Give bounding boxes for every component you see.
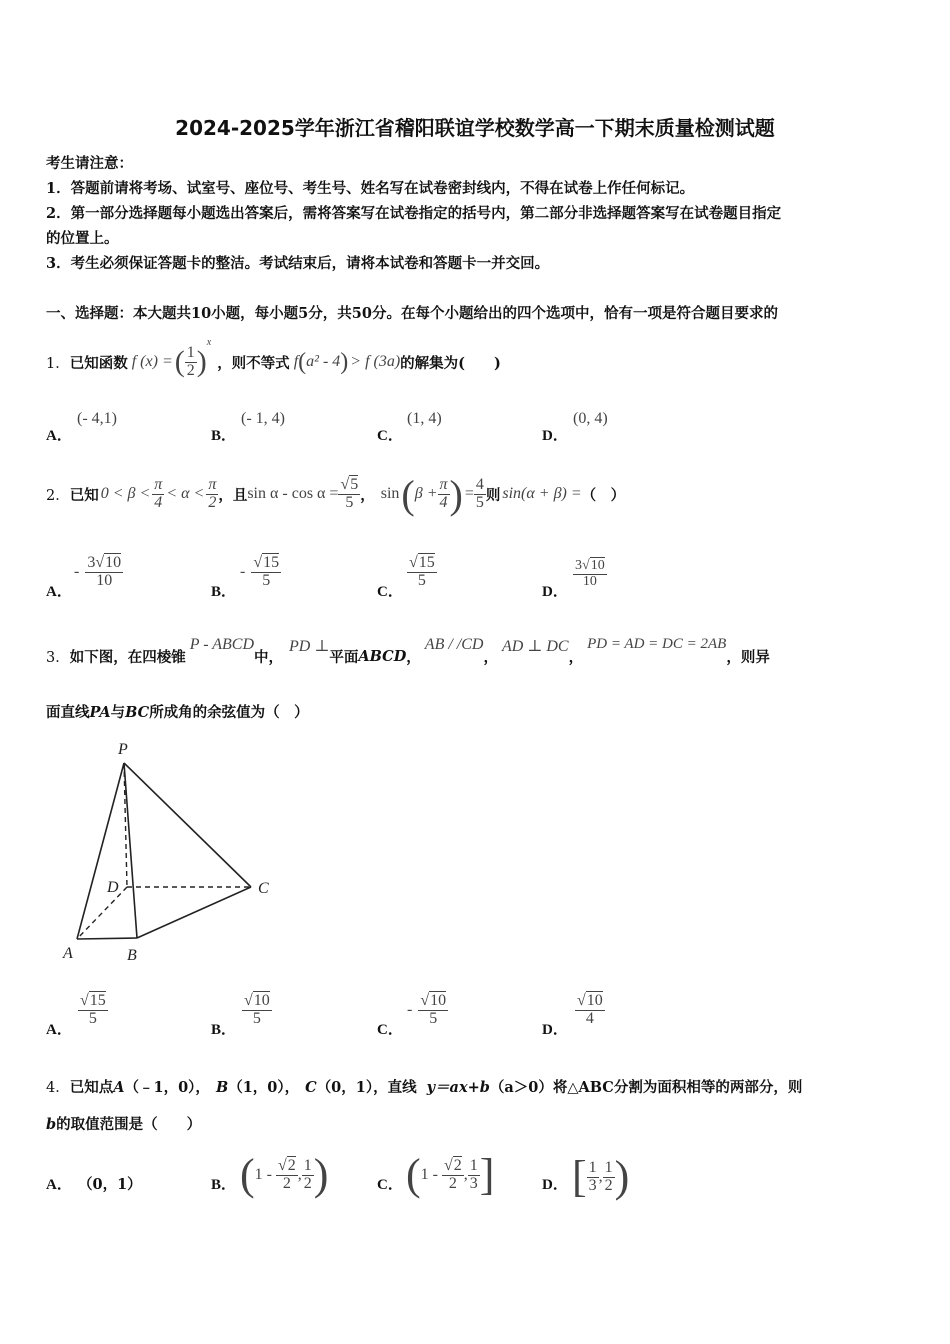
q2-rparen: )	[449, 471, 463, 517]
q2-pi-over-4: $\frac{\pi}{4}$	[154, 475, 163, 511]
q1-option-c: (1, 4)	[407, 410, 442, 427]
q3-option-c-label: C．	[377, 1022, 403, 1038]
q3-comma-2: ，	[483, 648, 498, 666]
q2-option-d: $\frac{3√10}{10}$	[575, 558, 605, 589]
q1-option-a-label: A．	[46, 428, 72, 444]
q1-ineq-inner: a² - 4	[306, 353, 341, 370]
q2-option-a: - $\frac{3√10}{10}$	[74, 554, 122, 589]
q3-option-d-label: D．	[542, 1022, 568, 1038]
q2-paren: （ ）	[581, 486, 626, 504]
q4-option-c-label: C．	[377, 1177, 403, 1193]
q3-comma-1: ，	[406, 648, 421, 666]
q3-text-4: ，则异	[726, 648, 770, 666]
question-3	[46, 636, 770, 676]
q1-paren-close: )	[196, 345, 207, 378]
q3-cond-1: AB / /CD	[424, 636, 484, 653]
q2-pi-over-2: $\frac{\pi}{2}$	[208, 475, 217, 511]
q3-line-2: 面直线PA与BC所成角的余弦值为（ ）	[46, 704, 309, 721]
notice-item-3: 3．考生必须保证答题卡的整洁。考试结束后，请将本试卷和答题卡一并交回。	[46, 255, 550, 272]
q2-ask: sin(α + β) =	[502, 485, 582, 502]
q2-option-a-label: A．	[46, 584, 72, 600]
q1-option-d-label: D．	[542, 428, 568, 444]
q2-text-4: 则	[485, 486, 501, 504]
q2-four-fifths: $\frac{4}{5}$	[475, 475, 484, 511]
q1-option-b-label: B．	[211, 428, 237, 444]
question-4-line-2: b的取值范围是（ ）	[46, 1116, 202, 1133]
q1-func: f (x) =	[131, 353, 173, 370]
q2-text-3: ，	[360, 486, 375, 504]
q1-exp: x	[206, 337, 212, 348]
q2-option-c: $\frac{√15}{5}$	[409, 554, 435, 589]
q3-pyramid: P - ABCD	[189, 636, 255, 653]
q2-eq: =	[464, 485, 474, 502]
edge-ab	[77, 938, 137, 939]
q3-text-1: 如下图，在四棱锥	[69, 648, 186, 666]
question-2	[46, 468, 625, 520]
q3-option-a-label: A．	[46, 1022, 72, 1038]
notice-item-1: 1．答题前请将考场、试室号、座位号、考生号、姓名写在试卷密封线内，不得在试卷上作任何标记。	[46, 180, 695, 197]
notice-item-2b: 的位置上。	[46, 230, 119, 247]
q1-option-b: (- 1, 4)	[241, 410, 285, 427]
q3-text-2: 中，	[254, 648, 284, 666]
q4-option-b: ( 1 - $\frac{√2}{2}$ , $\frac{1}{2}$ )	[240, 1150, 329, 1199]
q3-text-3: 平面	[329, 648, 359, 666]
pyramid-figure	[55, 735, 295, 970]
q2-cond-1: 0 < β <	[100, 485, 151, 502]
q4-option-d: [ $\frac{1}{3}$ , $\frac{1}{2}$ )	[572, 1152, 630, 1201]
q4-option-d-label: D．	[542, 1177, 568, 1193]
edge-pc	[124, 763, 251, 887]
question-1	[46, 337, 501, 381]
q3-pd: PD ⊥	[289, 638, 330, 655]
q1-option-a: (- 4,1)	[77, 410, 117, 427]
q3-option-c: - $\frac{√10}{5}$	[407, 992, 447, 1027]
q1-ineq-rhs: > f (3a)	[350, 353, 401, 370]
q2-sqrt5-over-5: $\frac{√5}{5}$	[340, 475, 359, 511]
q1-ineq-lparen: (	[298, 348, 307, 375]
q2-option-b: - $\frac{√15}{5}$	[240, 554, 280, 589]
q2-beta-plus: β +	[414, 485, 438, 502]
q4-option-b-label: B．	[211, 1177, 237, 1193]
label-a: A	[63, 945, 73, 962]
notice-heading: 考生请注意：	[46, 155, 133, 172]
q4-option-c: ( 1 - $\frac{√2}{2}$ , $\frac{1}{3}$ ]	[406, 1150, 495, 1199]
q1-option-d: (0, 4)	[573, 410, 608, 427]
q2-sin: sin	[380, 485, 400, 502]
q1-text-2: ，则不等式	[217, 354, 290, 372]
section-heading: 一、选择题：本大题共10小题，每小题5分，共50分。在每个小题给出的四个选项中，恰有一项是符合题目要求的	[46, 305, 778, 322]
label-c: C	[258, 880, 269, 897]
q3-plane: ABCD	[358, 647, 407, 665]
q2-pi-over-4-b: $\frac{\pi}{4}$	[439, 475, 448, 511]
q1-number: 1．	[46, 355, 70, 372]
q2-cond-mid: < α <	[166, 485, 205, 502]
q3-option-a: $\frac{√15}{5}$	[80, 992, 106, 1027]
label-b: B	[127, 947, 137, 964]
q1-text-3: 的解集为( )	[400, 354, 501, 372]
q1-ineq-f: f	[293, 353, 299, 370]
edge-bc	[137, 887, 251, 938]
q2-option-d-label: D．	[542, 584, 568, 600]
question-4-line-1: 4．已知点A（﹣1，0）， B（1，0）， C（0，1），直线 y＝ax+b（a＞0）将△ABC分割为面积相等的两部分，则	[46, 1079, 803, 1096]
q4-option-a-label: A．	[46, 1177, 72, 1193]
q3-cond-2: AD ⊥ DC	[501, 638, 569, 655]
q2-expr-1: sin α - cos α =	[247, 485, 339, 502]
q3-comma-3: ，	[568, 648, 584, 666]
q1-paren-open: (	[174, 345, 185, 378]
q3-option-b: $\frac{√10}{5}$	[244, 992, 270, 1027]
q1-ineq-rparen: )	[340, 348, 349, 375]
edge-pb	[124, 763, 137, 938]
q2-number: 2．	[46, 487, 70, 504]
q1-text-1: 已知函数	[69, 354, 128, 372]
q2-option-b-label: B．	[211, 584, 237, 600]
q1-option-c-label: C．	[377, 428, 403, 444]
q2-lparen: (	[401, 471, 415, 517]
q3-option-b-label: B．	[211, 1022, 237, 1038]
q4-option-a: （0，1）	[78, 1176, 142, 1193]
label-d: D	[107, 879, 119, 896]
q2-text-1: 已知	[69, 486, 99, 504]
q1-base: $\frac{1}{2}$	[186, 343, 195, 379]
notice-item-2a: 2．第一部分选择题每小题选出答案后，需将答案写在试卷指定的括号内，第二部分非选择题答案写在试卷题目指定	[46, 205, 782, 222]
q2-text-2: ，且	[218, 486, 248, 504]
label-p: P	[118, 741, 128, 758]
q3-cond-3: PD = AD = DC = 2AB	[587, 636, 727, 652]
page-title: 2024-2025学年浙江省稽阳联谊学校数学高一下期末质量检测试题	[175, 116, 775, 140]
q3-option-d: $\frac{√10}{4}$	[577, 992, 603, 1027]
q3-number: 3．	[46, 649, 70, 666]
edge-pa	[77, 763, 124, 939]
q2-option-c-label: C．	[377, 584, 403, 600]
